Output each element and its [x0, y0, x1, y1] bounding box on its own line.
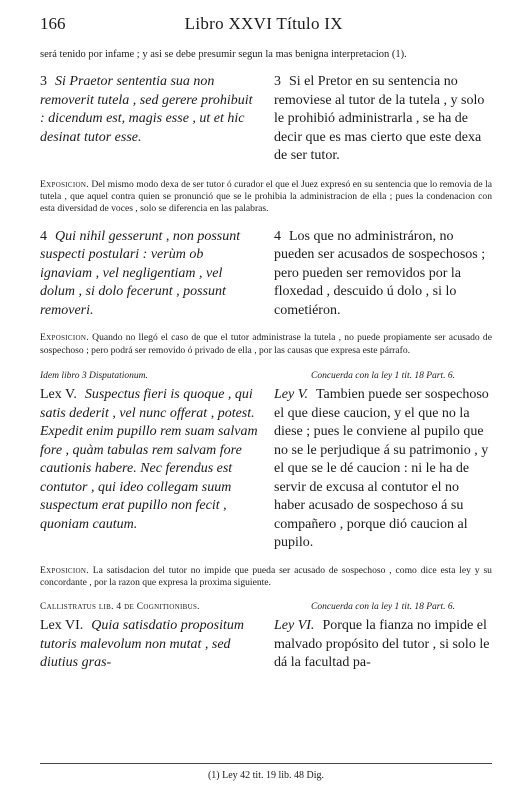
paragraph-number: 4 [274, 228, 281, 244]
footnote: (1) Ley 42 tit. 19 lib. 48 Dig. [207, 770, 325, 781]
latin-body: Quia satisdatio propositum tutoris malevolum non mutat , sed diutius gras- [40, 618, 245, 671]
exposition-text: Del mismo modo dexa de ser tutor ó curador el que el Juez expresó en su sentencia que lo removia de la tutela , que aquel contra quien se pronunció que se le prohibia la administracion de ella ; pues la condenacion con esta diversidad de voces , solo se diferencia en las palabras. [40, 178, 492, 215]
law-label: Ley V. [274, 387, 308, 403]
law-6-latin-column [40, 601, 258, 673]
spanish-body: Porque la fianza no impide el malvado propósito del tutor , si solo le dá la facultad pa- [274, 618, 490, 671]
law-6 [40, 601, 492, 673]
law-label: Lex V. [40, 387, 77, 403]
paragraph-number: 4 [40, 228, 47, 244]
source-text: Callistratus lib. 4 de Cognitionibus. [40, 602, 200, 613]
law-5 [40, 370, 492, 553]
latin-text-4 [40, 228, 258, 321]
law-source-attribution: Idem libro 3 Disputationum. [40, 371, 148, 382]
spanish-body: Si el Pretor en su sentencia no removiese al tutor de la tutela , y solo le prohibió administrarla , se ha de decir que es mas cierto que este dexa de ser tutor. [274, 74, 485, 163]
exposition-3 [40, 565, 492, 590]
page-header [40, 14, 492, 40]
law-5-latin-column [40, 370, 258, 553]
section-3 [40, 73, 492, 166]
exposition-text: La satisdacion del tutor no impide que pueda ser acusado de sospechoso , como dice esta ley y su concordante , por la razon que expresa la proxima siguiente. [40, 564, 492, 588]
latin-body: Si Praetor sententia sua non removerit tutela , sed gerere prohibuit : dicendum est, magis esse , ut et hic desinat tutor esse. [40, 74, 253, 145]
exposition-text: Quando no llegó el caso de que el tutor administrase la tutela , no puede propiamente ser acusado de sospechoso ; pero podrá ser removido ó privado de ella , por las causas que expresa este párrafo. [40, 332, 492, 356]
page-number: 166 [40, 14, 66, 33]
exposition-2 [40, 332, 492, 357]
document-page [40, 14, 492, 786]
latin-body: Qui nihil gesserunt , non possunt suspecti postulari : verùm ob ignaviam , vel negligentiam , vel dolum , si dolo fecerunt , possunt removeri. [40, 228, 241, 318]
exposition-label: Exposicion. [40, 564, 89, 576]
law-6-spanish-column [274, 601, 492, 673]
paragraph-number: 3 [274, 74, 281, 89]
spanish-text-4 [274, 228, 492, 321]
concordance-note: Concuerda con la ley 1 tit. 18 Part. 6. [311, 371, 455, 382]
law-label: Ley VI. [274, 618, 315, 634]
footnote-divider [40, 763, 492, 764]
latin-text-3 [40, 73, 258, 166]
law-source-attribution [40, 601, 258, 613]
paragraph-number: 3 [40, 74, 47, 89]
law-label: Lex VI. [40, 618, 84, 634]
spanish-body: Los que no administráron, no pueden ser acusados de sospechosos ; pero pueden ser removidos por la floxedad , descuido ú dolo , si lo cometiéron. [274, 228, 486, 318]
spanish-text-3 [274, 73, 492, 166]
exposition-label: Exposicion. [40, 178, 89, 190]
concordance-note: Concuerda con la ley 1 tit. 18 Part. 6. [311, 602, 455, 613]
running-title: Libro XXVI Título IX [184, 14, 343, 33]
latin-body: Suspectus fieri is quoque , qui satis dederit , vel nunc offerat , potest. Expedit enim pupillo rem suam salvam fore , quàm tabulas rem salvam fore cautionis habere. Nec ferendus est contutor , qui ideo collegam suum suspectum erat pupillo non fecit , quoniam cautum. [40, 387, 258, 532]
exposition-1 [40, 179, 492, 216]
law-5-spanish-column [274, 370, 492, 553]
spanish-body: Tambien puede ser sospechoso el que diese caucion, y el que no la diese ; pues le conviene al pupilo que no se le perjudique á su patrimonio , y el que se le dé caucion : ni le ha de servir de excusa al contutor el no haber acusado de sospechoso á su compañero , porque dió caucion al pupilo. [274, 387, 489, 551]
continuation-paragraph: será tenido por infame ; y asi se debe presumir segun la mas benigna interpretacion (1). [40, 49, 407, 60]
section-4 [40, 228, 492, 321]
exposition-label: Exposicion. [40, 332, 89, 344]
